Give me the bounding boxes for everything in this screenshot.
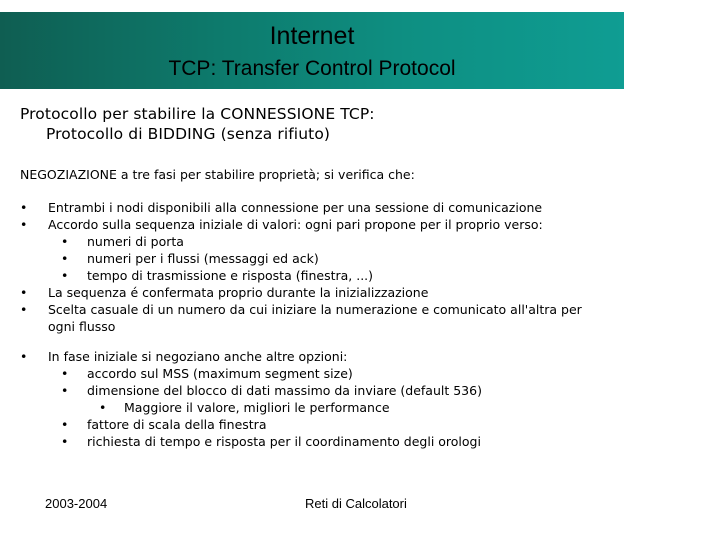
list-item [20, 301, 680, 318]
bullet-icon: • [99, 400, 107, 415]
sub-list-item [20, 250, 680, 267]
list-item-continuation [20, 318, 680, 335]
bullet-icon: • [20, 217, 28, 232]
sub-list-item-text: richiesta di tempo e risposta per il coordinamento degli orologi [87, 434, 481, 449]
list-item-text: Accordo sulla sequenza iniziale di valori: ogni pari propone per il proprio verso: [48, 217, 543, 232]
list-item [20, 284, 680, 301]
list-item-text: La sequenza é confermata proprio durante la inizializzazione [48, 285, 429, 300]
sub-sub-list-item-text: Maggiore il valore, migliori le performance [124, 400, 390, 415]
list-item [20, 199, 680, 216]
bullet-icon: • [61, 434, 69, 449]
sub-list-item-text: accordo sul MSS (maximum segment size) [87, 366, 353, 381]
intro-line-1: Protocollo per stabilire la CONNESSIONE TCP: [20, 105, 375, 123]
spacer [20, 335, 680, 348]
bullet-icon: • [61, 417, 69, 432]
lead-text: NEGOZIAZIONE a tre fasi per stabilire proprietà; si verifica che: [20, 167, 415, 182]
slide-subtitle: TCP: Transfer Control Protocol [168, 57, 456, 80]
bullet-icon: • [20, 200, 28, 215]
bullet-icon: • [20, 349, 28, 364]
list-item-text: In fase iniziale si negoziano anche altre opzioni: [48, 349, 348, 364]
bullet-icon: • [20, 285, 28, 300]
bullet-icon: • [61, 366, 69, 381]
sub-list-item [20, 416, 680, 433]
footer-year: 2003-2004 [45, 496, 108, 511]
sub-list-item [20, 382, 680, 399]
footer-course: Reti di Calcolatori [305, 496, 407, 511]
intro-block [20, 104, 375, 144]
sub-list-item-text: numeri per i flussi (messaggi ed ack) [87, 251, 319, 266]
intro-line-2: Protocollo di BIDDING (senza rifiuto) [46, 125, 331, 143]
sub-list-item-text: fattore di scala della finestra [87, 417, 267, 432]
sub-list-item [20, 433, 680, 450]
slide-title: Internet [269, 22, 355, 50]
sub-list-item-text: dimensione del blocco di dati massimo da inviare (default 536) [87, 383, 482, 398]
sub-list-item-text: tempo di trasmissione e risposta (finestra, ...) [87, 268, 374, 283]
sub-list-item [20, 233, 680, 250]
sub-list-item [20, 365, 680, 382]
sub-sub-list-item [20, 399, 680, 416]
list-item-text: ogni flusso [48, 319, 116, 334]
bullet-icon: • [20, 302, 28, 317]
list-item [20, 348, 680, 365]
bullet-icon: • [61, 234, 69, 249]
list-item-text: Entrambi i nodi disponibili alla connessione per una sessione di comunicazione [48, 200, 543, 215]
list-item [20, 216, 680, 233]
sub-list-item-text: numeri di porta [87, 234, 184, 249]
bullet-icon: • [61, 383, 69, 398]
bullet-icon: • [61, 268, 69, 283]
sub-list-item [20, 267, 680, 284]
bullet-icon: • [61, 251, 69, 266]
bullet-list [20, 199, 680, 450]
list-item-text: Scelta casuale di un numero da cui iniziare la numerazione e comunicato all'altra per [48, 302, 582, 317]
